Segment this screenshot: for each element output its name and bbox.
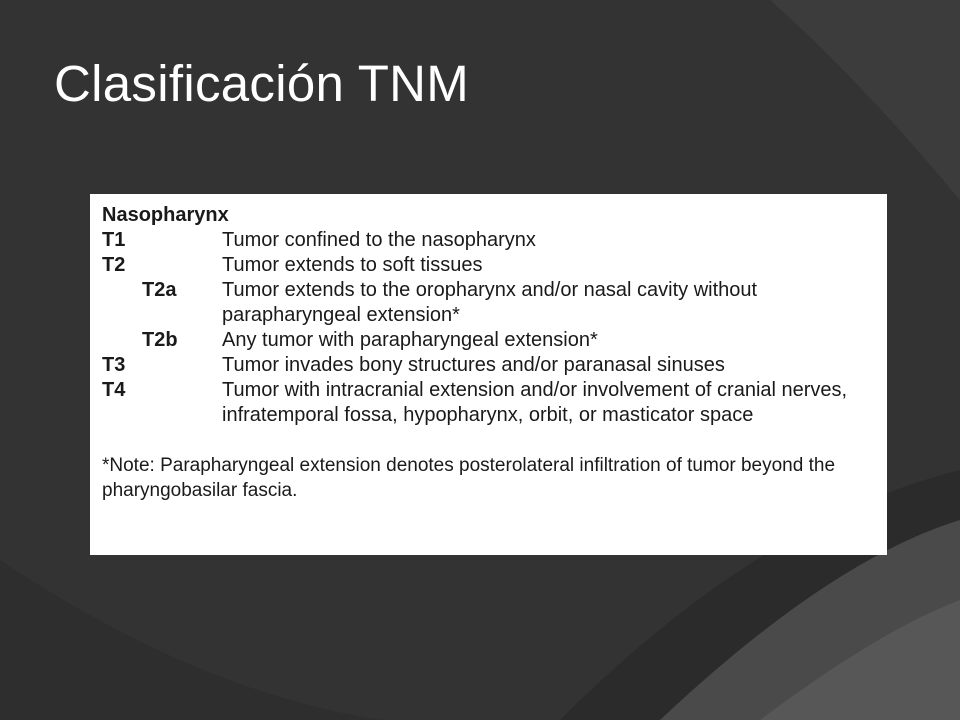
tnm-code: T2 <box>102 254 126 276</box>
tnm-row-t2a <box>102 278 875 328</box>
tnm-code: T2a <box>142 279 177 301</box>
tnm-description: Tumor with intracranial extension and/or involvement of cranial nerves, infratemporal fossa, hypopharynx, orbit, or masticator space <box>222 379 848 426</box>
tnm-description: Tumor invades bony structures and/or paranasal sinuses <box>222 354 725 376</box>
tnm-description: Tumor extends to soft tissues <box>222 254 483 276</box>
tnm-code: T1 <box>102 229 126 251</box>
tnm-code: T4 <box>102 379 126 401</box>
tnm-table-image <box>90 194 887 555</box>
tnm-code: T3 <box>102 354 126 376</box>
tnm-description: Tumor extends to the oropharynx and/or nasal cavity without parapharyngeal extension* <box>222 279 758 326</box>
tnm-description: Any tumor with parapharyngeal extension* <box>222 329 598 351</box>
slide-title: Clasificación TNM <box>54 55 470 112</box>
table-footnote: *Note: Parapharyngeal extension denotes posterolateral infiltration of tumor beyond the pharyngobasilar fascia. <box>102 455 836 501</box>
tnm-row-t3 <box>102 353 875 378</box>
tnm-row-t2b <box>102 328 875 353</box>
tnm-code: T2b <box>142 329 178 351</box>
tnm-row-t2 <box>102 253 875 278</box>
tnm-row-t4 <box>102 378 875 428</box>
tnm-description: Tumor confined to the nasopharynx <box>222 229 536 251</box>
tnm-row-t1 <box>102 228 875 253</box>
table-heading: Nasopharynx <box>102 204 229 226</box>
